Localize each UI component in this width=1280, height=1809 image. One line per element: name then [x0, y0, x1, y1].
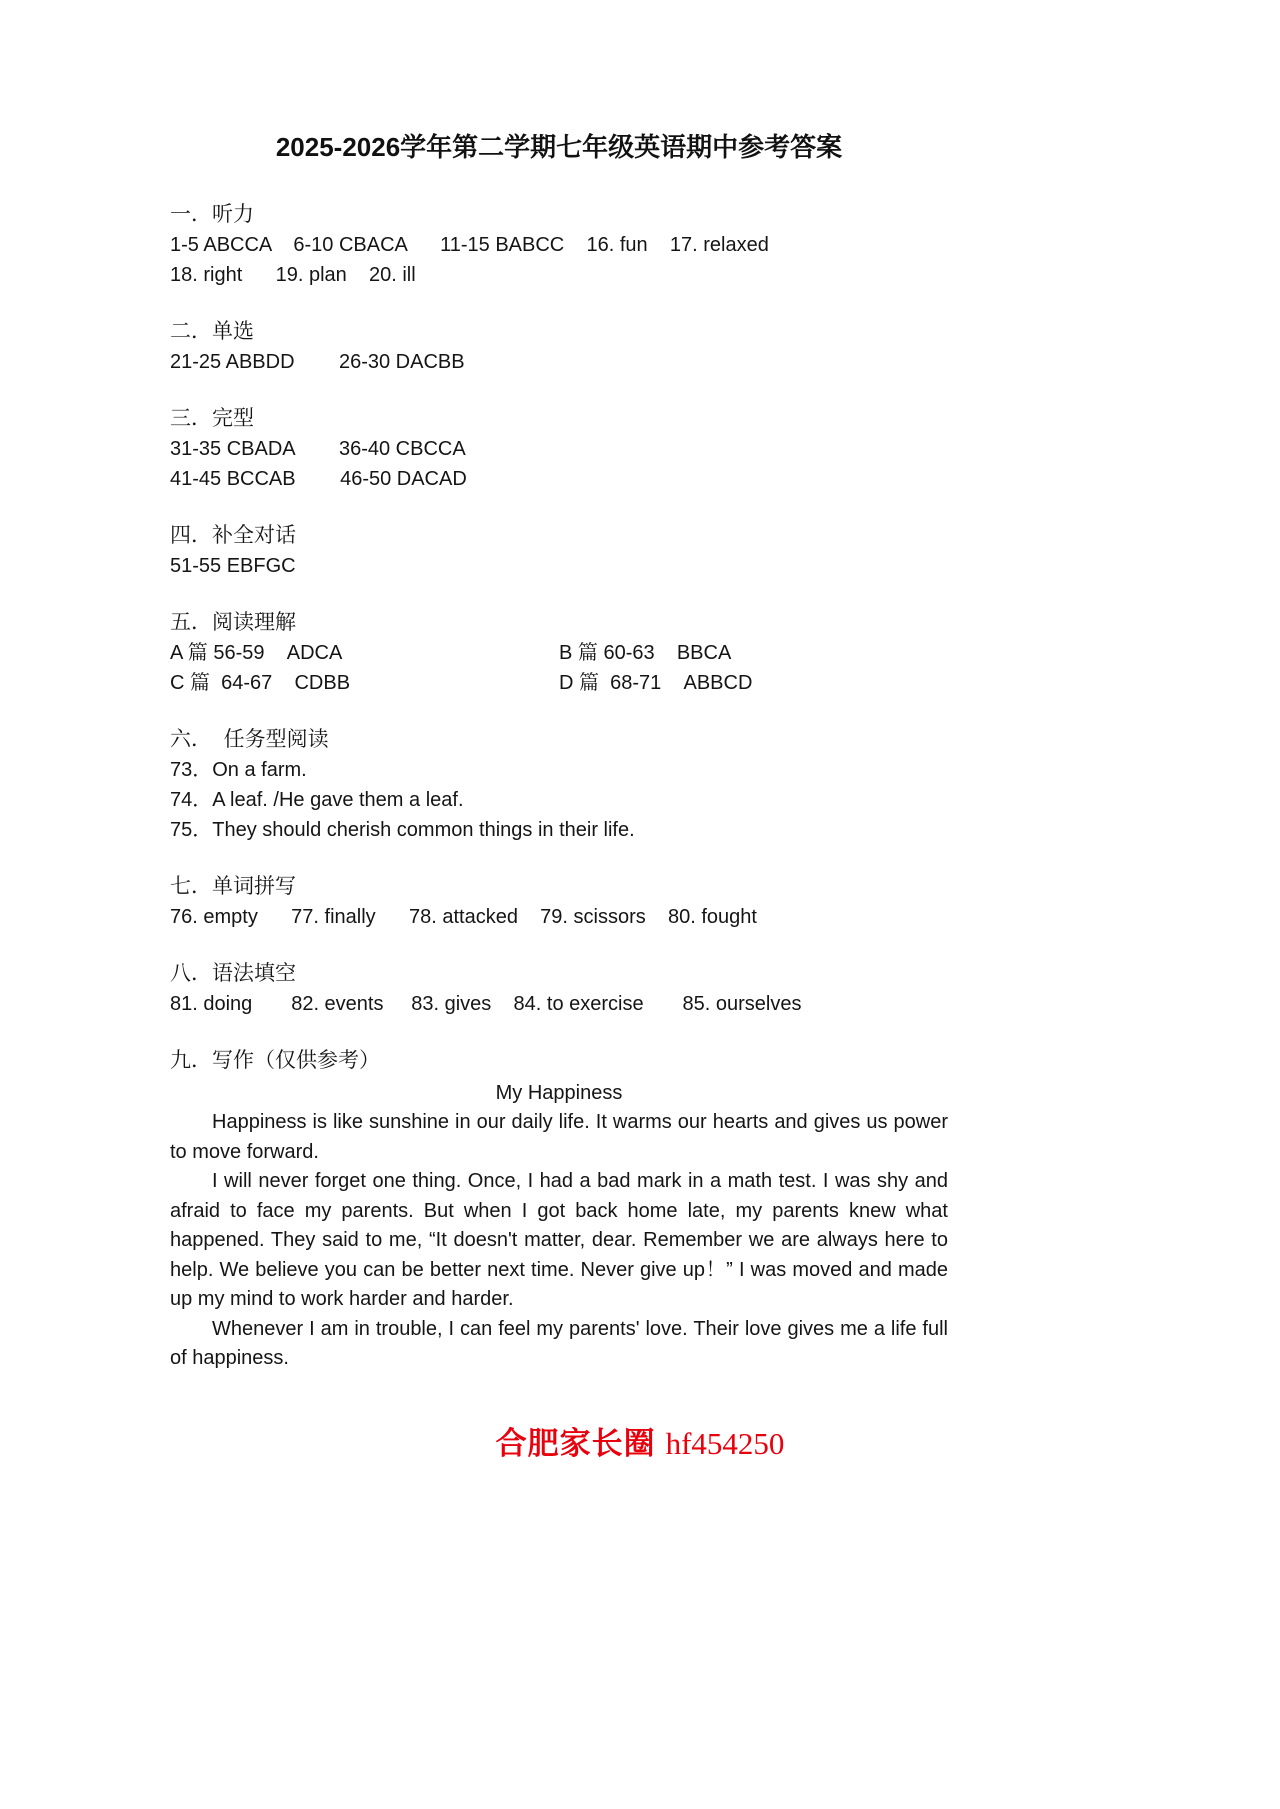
essay-paragraph: I will never forget one thing. Once, I had a bad mark in a math test. I was shy and afraid to face my parents. But when I got back home late, my parents knew what happened. They said to me, “It doesn't matter, dear. Remember we are always here to help. We believe you can be better next time. Never give up！” I was moved and made up my mind to work harder and harder.	[170, 1170, 948, 1310]
document-title: 2025-2026学年第二学期七年级英语期中参考答案	[275, 132, 843, 162]
section-heading: 八．语法填空	[170, 962, 296, 985]
answer-line: 76. empty 77. finally 78. attacked 79. scissors 80. fought	[170, 906, 757, 928]
reading-answer-row	[170, 668, 948, 698]
section-reading	[170, 608, 948, 698]
answer-line: 1-5 ABCCA 6-10 CBACA 11-15 BABCC 16. fun 17. relaxed	[170, 234, 769, 256]
section-spelling	[170, 872, 948, 932]
answer-line: 18. right 19. plan 20. ill	[170, 264, 416, 286]
footer-brand-name: 合肥家长圈	[495, 1426, 656, 1461]
section-heading: 七．单词拼写	[170, 875, 296, 898]
section-multiple-choice	[170, 317, 948, 377]
section-heading: 五．阅读理解	[170, 611, 296, 634]
section-cloze	[170, 404, 948, 494]
footer-code: hf454250	[665, 1426, 785, 1461]
reading-passage-d: D 篇 68-71 ABBCD	[559, 672, 753, 694]
answer-line: 41-45 BCCAB 46-50 DACAD	[170, 468, 467, 490]
section-listening	[170, 200, 948, 290]
answer-line: 74．A leaf. /He gave them a leaf.	[170, 789, 464, 811]
section-heading: 四．补全对话	[170, 524, 296, 547]
reading-answer-row	[170, 638, 948, 668]
reading-passage-b: B 篇 60-63 BBCA	[559, 642, 732, 664]
reading-passage-a: A 篇 56-59 ADCA	[170, 642, 343, 664]
section-heading: 三．完型	[170, 407, 254, 430]
answer-line: 73．On a farm.	[170, 759, 307, 781]
answer-line: 21-25 ABBDD 26-30 DACBB	[170, 351, 465, 373]
section-heading: 六． 任务型阅读	[170, 728, 329, 751]
document-body	[170, 0, 948, 1374]
footer-watermark	[0, 1424, 1280, 1464]
answer-line: 51-55 EBFGC	[170, 555, 296, 577]
essay-paragraph: Whenever I am in trouble, I can feel my parents' love. Their love gives me a life full of happiness.	[170, 1317, 948, 1369]
section-heading: 一．听力	[170, 203, 254, 226]
section-dialogue	[170, 521, 948, 581]
essay-title: My Happiness	[495, 1082, 623, 1104]
reading-passage-c: C 篇 64-67 CDBB	[170, 672, 351, 694]
answer-line: 81. doing 82. events 83. gives 84. to exercise 85. ourselves	[170, 993, 802, 1015]
section-heading: 九．写作（仅供参考）	[170, 1049, 380, 1072]
answer-line: 75．They should cherish common things in their life.	[170, 819, 635, 841]
section-heading: 二．单选	[170, 320, 254, 343]
section-grammar	[170, 959, 948, 1019]
section-writing	[170, 1046, 948, 1374]
answer-line: 31-35 CBADA 36-40 CBCCA	[170, 438, 466, 460]
essay-paragraph: Happiness is like sunshine in our daily life. It warms our hearts and gives us power to move forward.	[170, 1111, 948, 1163]
section-task-reading	[170, 725, 948, 845]
